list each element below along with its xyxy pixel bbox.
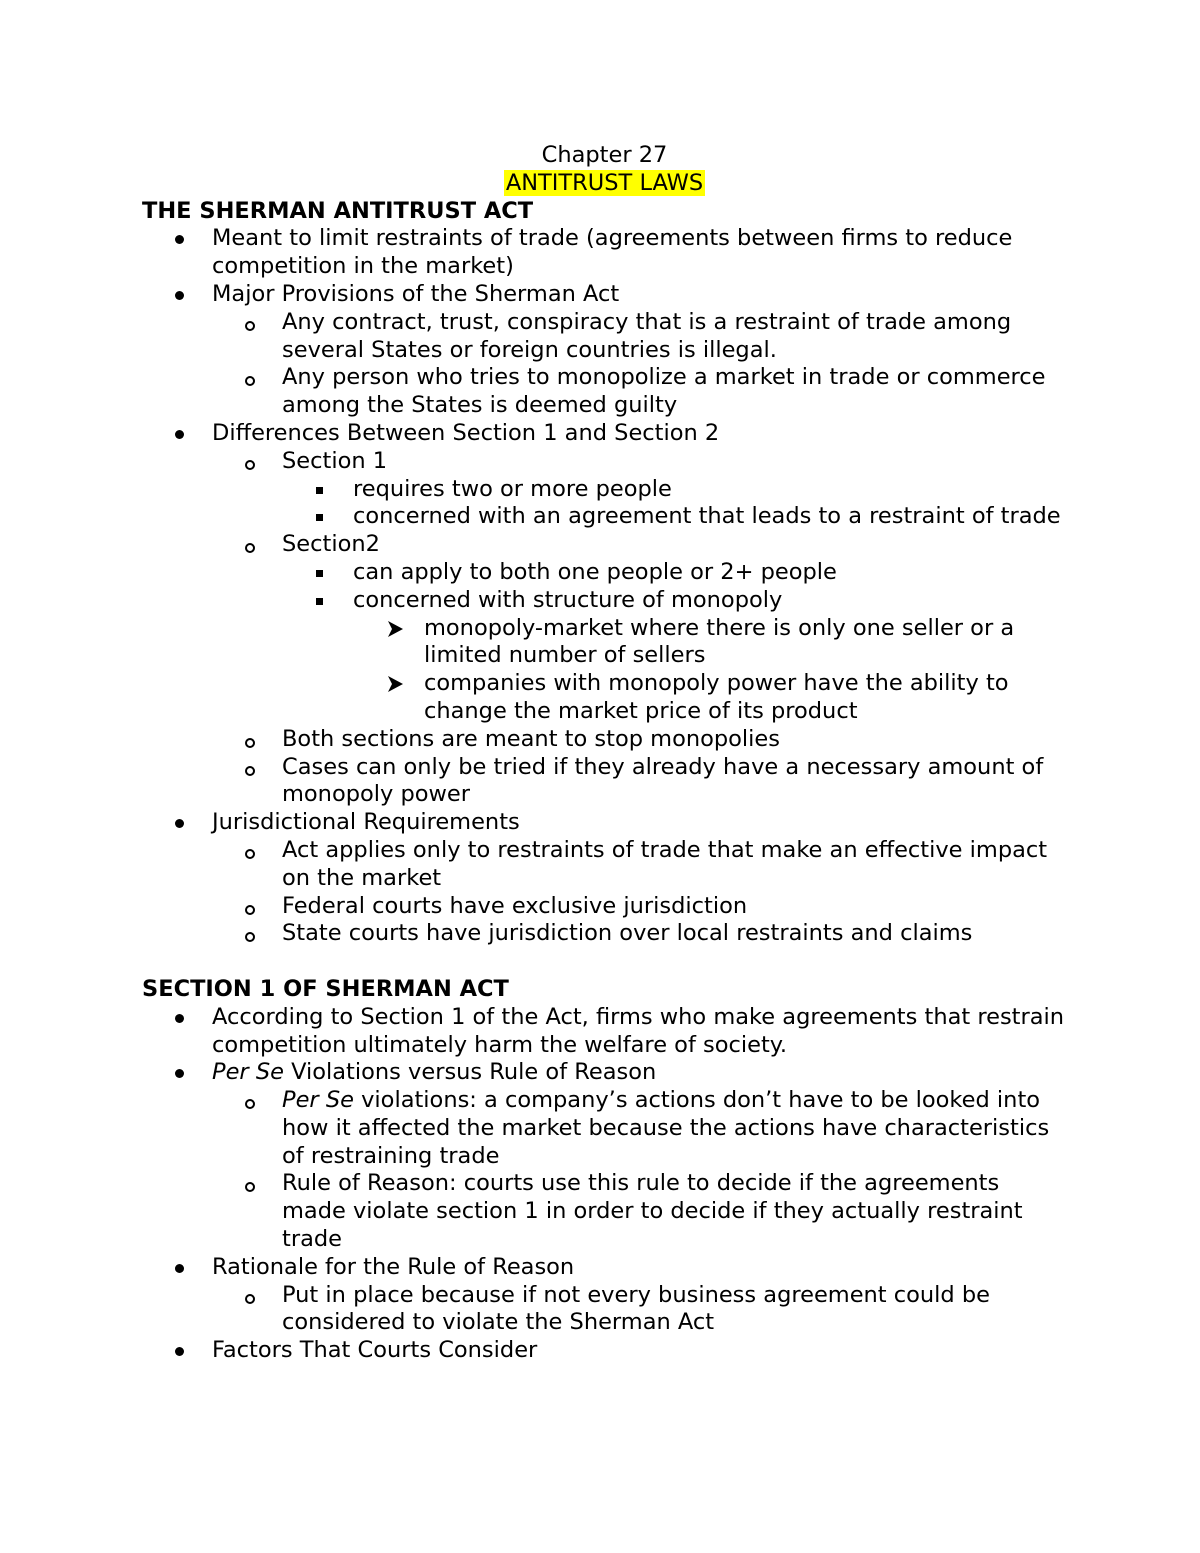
list-item [212, 1282, 1067, 1338]
square-bullet-icon [316, 514, 323, 521]
section1-sublist [282, 476, 1067, 532]
list-item [282, 476, 1067, 504]
list-item [142, 420, 1067, 809]
list-item-text: monopoly-market where there is only one seller or a limited number of sellers [424, 614, 1015, 669]
list-item-text: Rationale for the Rule of Reason [212, 1253, 575, 1280]
hollow-bullet-icon [245, 1294, 255, 1304]
square-bullet-icon [316, 570, 323, 577]
list-item-text: According to Section 1 of the Act, firms who make agreements that restrain competition ultimately harm the welfare of society. [212, 1003, 1065, 1058]
section2-sublist [282, 559, 1067, 726]
arrow-bullet-icon [386, 620, 404, 638]
hollow-bullet-icon [245, 543, 255, 553]
list-item [212, 1087, 1067, 1170]
filled-bullet-icon [175, 291, 184, 300]
hollow-bullet-icon [245, 766, 255, 776]
square-bullet-icon [316, 487, 323, 494]
filled-bullet-icon [175, 235, 184, 244]
hollow-bullet-icon [245, 849, 255, 859]
per-se-italic-text: Per Se [212, 1059, 284, 1086]
filled-bullet-icon [175, 1014, 184, 1023]
list-item [212, 754, 1067, 810]
hollow-bullet-icon [245, 1099, 255, 1109]
monopoly-sublist [353, 615, 1067, 726]
filled-bullet-icon [175, 819, 184, 828]
list-item [282, 503, 1067, 531]
list-item [212, 309, 1067, 365]
list-item-text: State courts have jurisdiction over local restraints and claims [282, 920, 973, 947]
list-item [212, 364, 1067, 420]
list-item [282, 587, 1067, 726]
hollow-bullet-icon [245, 1182, 255, 1192]
hollow-bullet-icon [245, 376, 255, 386]
list-item-text: Put in place because if not every business agreement could be considered to violate the Sherman Act [282, 1281, 990, 1336]
list-item-text: Factors That Courts Consider [212, 1337, 538, 1364]
hollow-bullet-icon [245, 321, 255, 331]
list-item-text: companies with monopoly power have the ability to change the market price of its product [424, 670, 1009, 724]
list-item [142, 809, 1067, 948]
list-item [142, 281, 1067, 420]
list-item-text: Federal courts have exclusive jurisdiction [282, 892, 748, 919]
section-spacer [142, 948, 1067, 976]
list-item-text: Rule of Reason: courts use this rule to decide if the agreements made violate section 1 in order to decide if they actually restraint trade [282, 1170, 1023, 1253]
list-item-text: Section2 [282, 531, 380, 558]
section-heading-section1: SECTION 1 OF SHERMAN ACT [142, 975, 509, 1002]
list-item [212, 448, 1067, 531]
filled-bullet-icon [175, 1347, 184, 1356]
list-item-text: concerned with structure of monopoly [353, 586, 783, 613]
list-item [142, 1059, 1067, 1254]
list-item-text: Any person who tries to monopolize a market in trade or commerce among the States is deemed guilty [282, 364, 1046, 419]
list-item-text: Act applies only to restraints of trade that make an effective impact on the market [282, 836, 1048, 891]
list-item [142, 1004, 1067, 1060]
list-item [142, 225, 1067, 281]
hollow-bullet-icon [245, 905, 255, 915]
list-item-text: Section 1 [282, 447, 388, 474]
list-item [142, 1337, 1067, 1365]
list-item-text: Jurisdictional Requirements [212, 809, 520, 836]
chapter-title: Chapter 27 [541, 142, 668, 168]
jurisdiction-sublist [212, 837, 1067, 948]
list-item [142, 1254, 1067, 1337]
arrow-bullet-icon [386, 675, 404, 693]
list-item-text: Both sections are meant to stop monopolies [282, 725, 780, 752]
list-item-text: Major Provisions of the Sherman Act [212, 280, 620, 307]
hollow-bullet-icon [245, 460, 255, 470]
document-content [142, 142, 1067, 1365]
square-bullet-icon [316, 598, 323, 605]
filled-bullet-icon [175, 1264, 184, 1273]
list-item [353, 670, 1067, 726]
rationale-sublist [212, 1282, 1067, 1338]
list-item-text: Differences Between Section 1 and Section 2 [212, 419, 720, 446]
per-se-italic-text: Per Se [282, 1087, 354, 1114]
list-item [212, 893, 1067, 921]
provisions-sublist [212, 309, 1067, 420]
section1-list [142, 1004, 1067, 1365]
section-heading-sherman-act: THE SHERMAN ANTITRUST ACT [142, 197, 534, 224]
hollow-bullet-icon [245, 932, 255, 942]
list-item-text: concerned with an agreement that leads to a restraint of trade [353, 503, 1061, 530]
subject-title-line [142, 170, 1067, 198]
list-item-text: violations: a company’s actions don’t have to be looked into how it affected the market because the actions have characteristics of restraining trade [282, 1087, 1050, 1169]
list-item [212, 920, 1067, 948]
list-item [282, 559, 1067, 587]
list-item-text: Any contract, trust, conspiracy that is a restraint of trade among several States or foreign countries is illegal. [282, 308, 1012, 363]
list-item [212, 531, 1067, 726]
list-item [212, 1170, 1067, 1253]
list-item [212, 837, 1067, 893]
list-item-text: requires two or more people [353, 475, 672, 502]
sherman-act-list [142, 225, 1067, 948]
filled-bullet-icon [175, 430, 184, 439]
list-item-text: Cases can only be tried if they already have a necessary amount of monopoly power [282, 753, 1044, 808]
hollow-bullet-icon [245, 738, 255, 748]
list-item [212, 726, 1067, 754]
list-item [353, 615, 1067, 671]
differences-sublist [212, 448, 1067, 809]
list-item-text: Violations versus Rule of Reason [283, 1059, 657, 1086]
filled-bullet-icon [175, 1069, 184, 1078]
per-se-sublist [212, 1087, 1067, 1254]
list-item-text: can apply to both one people or 2+ people [353, 558, 837, 585]
list-item-text: Meant to limit restraints of trade (agreements between firms to reduce competition in the market) [212, 225, 1013, 280]
subject-title: ANTITRUST LAWS [505, 169, 704, 196]
